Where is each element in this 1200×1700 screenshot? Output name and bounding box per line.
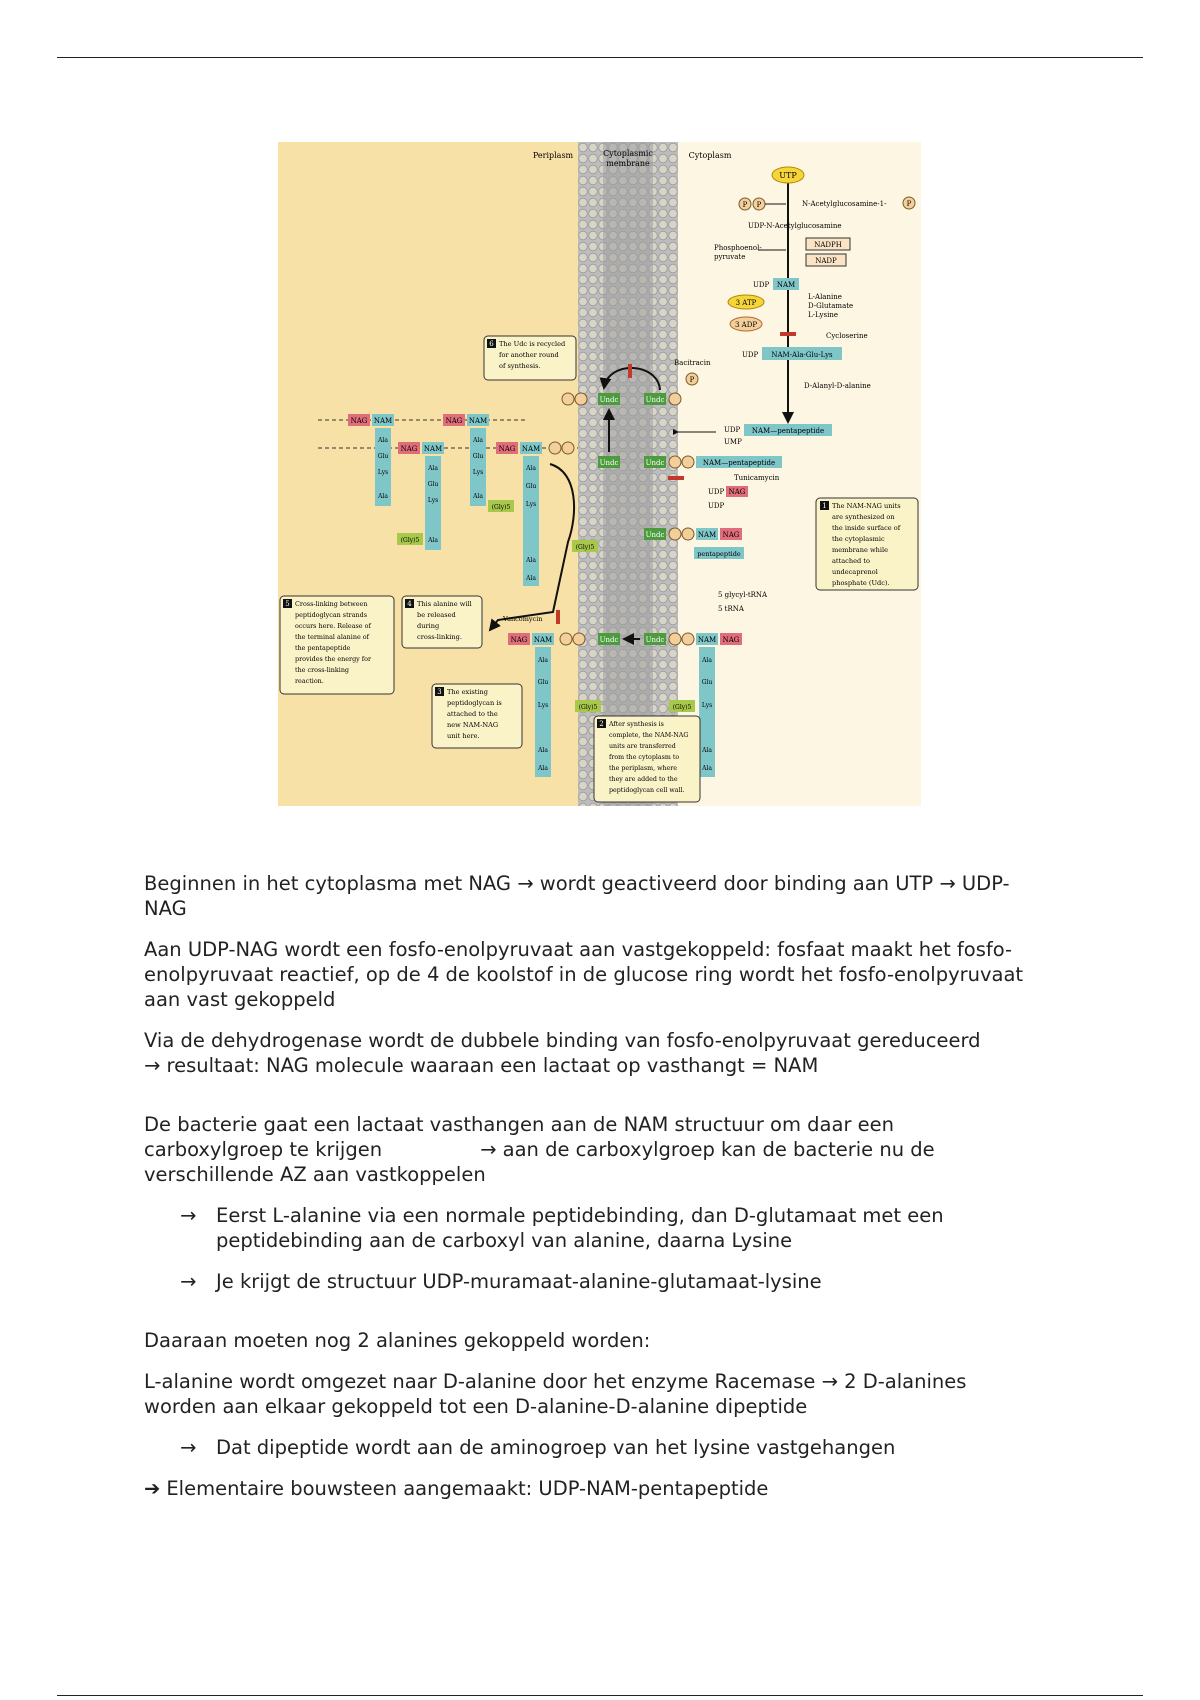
chain4-lys: Lys — [525, 501, 537, 508]
paragraph-5: Daaraan moeten nog 2 alanines gekoppeld worden: — [144, 1329, 651, 1352]
chain4-ala: Ala — [526, 465, 536, 472]
p-circle: P — [742, 201, 748, 209]
gly5-box-5: (Gly)5 — [672, 704, 692, 711]
chain5-ala-2: Ala — [538, 747, 548, 754]
cycloserine-label: Cycloserine — [826, 332, 868, 340]
vancomycin-block — [556, 610, 560, 624]
gly5-box-3: (Gly)5 — [575, 544, 595, 551]
ump-label: UMP — [724, 438, 742, 446]
nam-box-2: NAM — [697, 531, 717, 539]
atp-label: 3 ATP — [735, 299, 757, 307]
chain2-ala: Ala — [473, 437, 483, 444]
chain3-ala-2: Ala — [428, 537, 438, 544]
membrane-label-2: membrane — [606, 159, 650, 168]
chain2-ala-2: Ala — [473, 493, 483, 500]
udp-label-4: UDP — [708, 488, 725, 496]
nadph-label: NADPH — [814, 241, 842, 249]
chain4-ala-3: Ala — [526, 575, 536, 582]
chain5-ala-3: Ala — [538, 765, 548, 772]
chain1-ala: Ala — [378, 437, 388, 444]
callout-6-text: The Udc is recycled for another round of synthesis. — [499, 340, 566, 370]
chain4-ala-2: Ala — [526, 557, 536, 564]
paragraph-2: Aan UDP-NAG wordt een fosfo-enolpyruvaat aan vastgekoppeld: fosfaat maakt het fosfo- enolpyruvaat reactief, op de 4 de koolstof in de glucose ring wordt het fosfo-enolpyruvaat aan vast gekoppeld — [144, 938, 1024, 1011]
chain6-ala-2: Ala — [702, 747, 712, 754]
gly5-box-4: (Gly)5 — [578, 704, 598, 711]
vancomycin-label: Vancomycin — [503, 615, 543, 623]
arrow-icon: → — [180, 1436, 197, 1459]
peptide-chain-6 — [699, 647, 715, 777]
chain1-lys: Lys — [377, 469, 389, 476]
nag-box-5: NAG — [350, 417, 368, 425]
d-ala-d-ala-label: D-Alanyl-D-alanine — [804, 382, 871, 390]
paragraph-6: L-alanine wordt omgezet naar D-alanine door het enzyme Racemase → 2 D-alanines worden aan elkaar gekoppeld tot een D-alanine-D-alanine dipeptide — [144, 1370, 967, 1418]
nam-pentapeptide-box: NAM—pentapeptide — [702, 459, 776, 467]
callout-6-num: 6 — [489, 340, 494, 348]
callout-3-text: The existing peptidoglycan is attached to the new NAM-NAG unit here. — [447, 688, 502, 740]
callout-5-text: Cross-linking between peptidoglycan strands occurs here. Release of the terminal alanine of the pentapeptide provides the energy for the cross-linking reaction. — [295, 600, 372, 685]
tunicamycin-label: Tunicamycin — [734, 474, 780, 482]
nam-box-5: NAM — [373, 417, 393, 425]
callout-1 — [816, 498, 918, 590]
nag-box-3: NAG — [510, 636, 528, 644]
udp-nag-label: UDP-N-Acetylglucosamine — [748, 222, 842, 230]
callout-4 — [402, 596, 482, 648]
callout-4-num: 4 — [407, 600, 412, 608]
nam-ala-glu-lys-box: NAM-Ala-Glu-Lys — [771, 351, 833, 359]
pi-circle: P — [689, 376, 695, 384]
undc-box-2: Undc — [645, 396, 665, 404]
callout-3-num: 3 — [437, 688, 442, 696]
paragraph-3: Via de dehydrogenase wordt de dubbele binding van fosfo-enolpyruvaat gereduceerd → resultaat: NAG molecule waaraan een lactaat op vasthangt = NAM — [144, 1029, 981, 1077]
chain5-lys: Lys — [537, 702, 549, 709]
pep-label-2: pyruvate — [714, 253, 746, 261]
nag-box-8: NAG — [498, 445, 516, 453]
pep-label: Phosphoenol- — [714, 244, 762, 252]
udp-label-2: UDP — [742, 351, 759, 359]
arrow-icon: → — [180, 1204, 197, 1227]
chain6-ala: Ala — [702, 657, 712, 664]
nam-box-4: NAM — [697, 636, 717, 644]
l-lysine-label: L-Lysine — [808, 311, 838, 319]
udp-label-5: UDP — [708, 502, 725, 510]
undc-box-4: Undc — [645, 459, 665, 467]
cytoplasm-label: Cytoplasm — [688, 151, 732, 160]
chain5-glu: Glu — [537, 679, 549, 686]
adp-label: 3 ADP — [734, 321, 758, 329]
peptide-chain-4 — [523, 456, 539, 586]
chain3-lys: Lys — [427, 497, 439, 504]
callout-5-num: 5 — [285, 600, 290, 608]
udp-label-3: UDP — [724, 426, 741, 434]
p-circle-2: P — [756, 201, 762, 209]
udp-label: UDP — [753, 281, 770, 289]
chain6-glu: Glu — [701, 679, 713, 686]
callout-1-text: The NAM-NAG units are synthesized on the inside surface of the cytoplasmic membrane while attached to undecaprenol phosphate (Udc). — [832, 502, 901, 587]
body-text — [144, 871, 1064, 1501]
bacitracin-block — [628, 364, 632, 378]
callout-2-text: After synthesis is complete, the NAM-NAG units are transferred from the cytoplasm to the periplasm, where they are added to the peptidoglycan cell wall. — [609, 721, 689, 794]
header-rule — [57, 57, 1143, 58]
periplasm-label: Periplasm — [532, 151, 574, 160]
chain2-lys: Lys — [472, 469, 484, 476]
nam-box-7: NAM — [423, 445, 443, 453]
chain1-ala-2: Ala — [378, 493, 388, 500]
paragraph-1: Beginnen in het cytoplasma met NAG → wordt geactiveerd door binding aan UTP → UDP- NAG — [144, 872, 1010, 920]
membrane-core — [603, 142, 653, 806]
udp-nam-pentapeptide-box: NAM—pentapeptide — [751, 427, 825, 435]
callout-6 — [484, 336, 576, 380]
chain6-ala-3: Ala — [702, 765, 712, 772]
peptidoglycan-synthesis-figure — [278, 142, 921, 806]
cycloserine-block — [780, 332, 796, 336]
nadp-label: NADP — [815, 257, 837, 265]
pentapeptide-box: pentapeptide — [697, 550, 741, 558]
callout-4-text: This alanine will be released during cross-linking. — [417, 600, 472, 641]
nag-box-7: NAG — [400, 445, 418, 453]
gly5-box-1: (Gly)5 — [400, 537, 420, 544]
tunicamycin-block — [668, 476, 684, 480]
undc-box-5: Undc — [645, 531, 665, 539]
undc-box-3: Undc — [599, 459, 619, 467]
callout-2 — [594, 716, 700, 802]
bacitracin-label: Bacitracin — [674, 359, 711, 367]
peptide-chain-5 — [535, 647, 551, 777]
bullet-3: → Dat dipeptide wordt aan de aminogroep van het lysine vastgehangen — [180, 1436, 896, 1459]
trna-label: 5 tRNA — [718, 605, 744, 613]
bullet-1: → Eerst L-alanine via een normale peptidebinding, dan D-glutamaat met een peptidebinding aan de carboxyl van alanine, daarna Lysine — [180, 1204, 944, 1252]
conclusion-line: ➔ Elementaire bouwsteen aangemaakt: UDP-NAM-pentapeptide — [144, 1477, 769, 1500]
p-circle-3: P — [906, 200, 912, 208]
chain2-glu: Glu — [472, 453, 484, 460]
nag-box-6: NAG — [445, 417, 463, 425]
callout-3 — [432, 684, 522, 748]
callout-2-num: 2 — [599, 720, 604, 728]
chain3-ala: Ala — [428, 465, 438, 472]
chain3-glu: Glu — [427, 481, 439, 488]
undc-box-7: Undc — [645, 636, 665, 644]
gly5-box-2: (Gly)5 — [491, 504, 511, 511]
chain6-lys: Lys — [701, 702, 713, 709]
nag-box-4: NAG — [722, 636, 740, 644]
d-glutamate-label: D-Glutamate — [808, 302, 854, 310]
chain4-glu: Glu — [525, 483, 537, 490]
glycyl-trna-label: 5 glycyl-tRNA — [718, 591, 768, 599]
bullet-2: → Je krijgt de structuur UDP-muramaat-alanine-glutamaat-lysine — [180, 1270, 822, 1293]
utp-label: UTP — [779, 171, 797, 180]
nag-1-p-label: N-Acetylglucosamine-1- — [802, 200, 887, 208]
undc-box-6: Undc — [599, 636, 619, 644]
nam-box-8: NAM — [521, 445, 541, 453]
chain1-glu: Glu — [377, 453, 389, 460]
paragraph-4: De bacterie gaat een lactaat vasthangen aan de NAM structuur om daar een carboxylgroep te krijgen → aan de carboxylgroep kan de bacterie nu de verschillende AZ aan vastkoppelen — [144, 1113, 935, 1186]
arrow-icon: → — [180, 1270, 197, 1293]
udp-nag-box: NAG — [728, 488, 746, 496]
callout-5 — [280, 596, 394, 694]
bold-arrow-icon: ➔ — [144, 1477, 161, 1500]
membrane-label: Cytoplasmic — [603, 149, 653, 158]
nam-box-6: NAM — [468, 417, 488, 425]
nag-box-2: NAG — [722, 531, 740, 539]
chain5-ala: Ala — [538, 657, 548, 664]
footer-rule — [57, 1695, 1143, 1696]
callout-1-num: 1 — [822, 502, 827, 510]
l-alanine-label: L-Alanine — [808, 293, 842, 301]
nam-box: NAM — [776, 281, 796, 289]
undc-box-1: Undc — [599, 396, 619, 404]
nam-box-3: NAM — [533, 636, 553, 644]
